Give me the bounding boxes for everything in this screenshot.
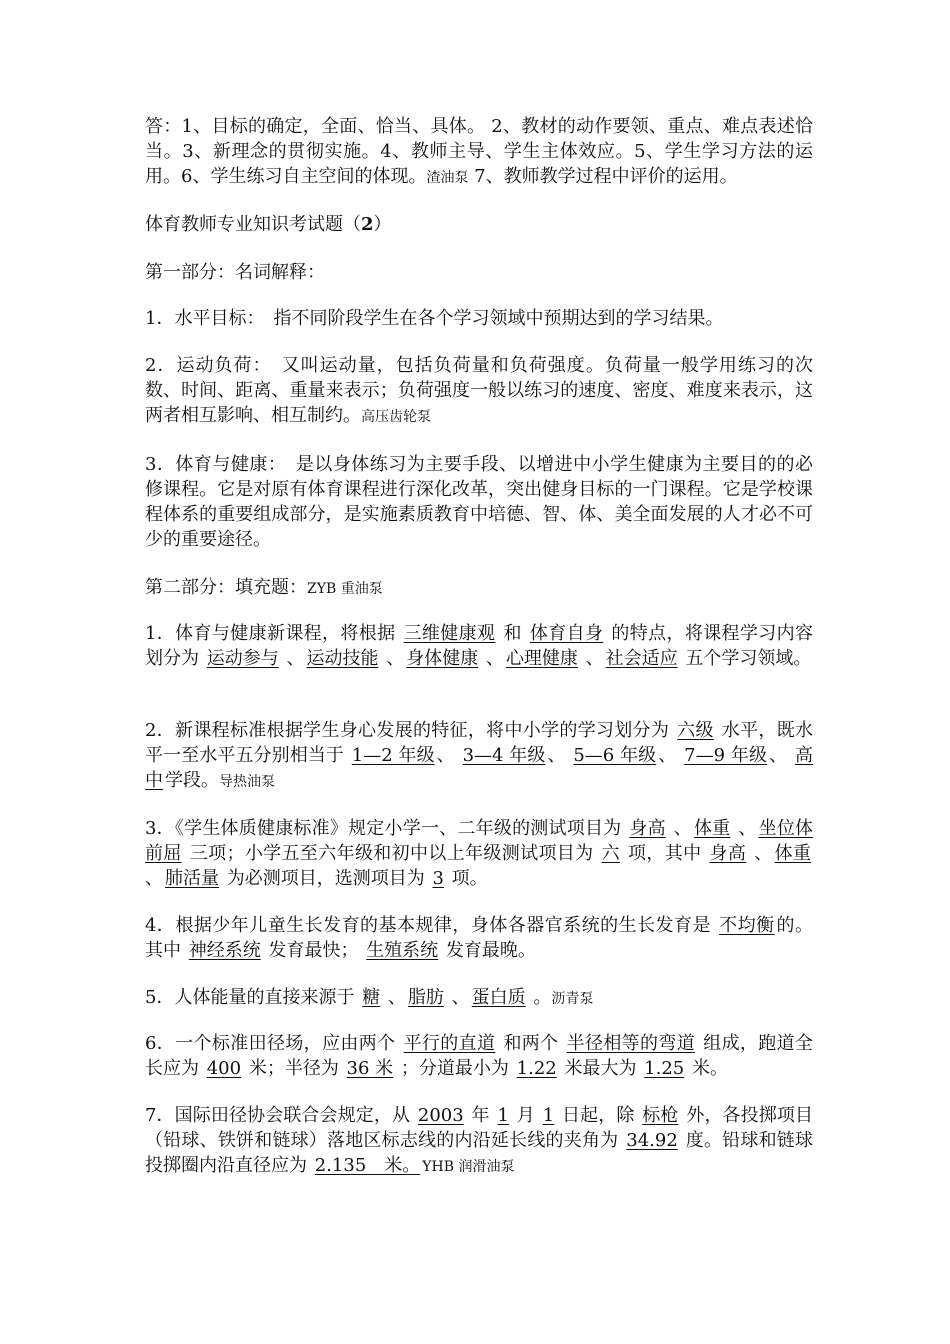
answer-blank: 平行的直道 [403,1033,496,1054]
answer-blank: 1.25 [644,1058,685,1079]
answer-blank: 脂肪 [407,987,444,1008]
question-text: 项。 [445,868,488,889]
question-text: 米。 [686,1058,728,1079]
answer-blank: 六级 [677,720,714,741]
answer-blank: 34.92 [626,1130,678,1151]
fill-question-7 [145,1103,813,1180]
question-text: 5．人体能量的直接来源于 [145,987,361,1008]
answer-blank: 不均衡 [719,915,775,936]
question-text: 项，其中 [621,843,708,864]
question-text: 三项；小学五至六年级和初中以上年级测试项目为 [183,843,600,864]
answer-blank: 高中 [145,745,813,791]
question-text: 。 [527,987,552,1008]
question-text: 和 [497,623,528,644]
question-text: 、 [380,648,405,669]
answer-blank: 400 [206,1058,242,1079]
question-text: 五个学习领域。 [679,648,812,669]
intro-answer [145,114,813,191]
answer-blank: 肺活量 [165,868,219,889]
answer-blank: 运动参与 [206,648,279,669]
answer-blank: 坐位体前屈 [145,818,814,864]
answer-blank: 36 米 [346,1058,394,1079]
answer-blank: 体重 [774,843,812,864]
question-text: 、 [436,745,461,766]
answer-blank: 心理健康 [505,648,578,669]
fill-question-6 [145,1031,813,1081]
watermark-text: YHB 润滑油泵 [422,1159,515,1175]
watermark-text: 导热油泵 [219,774,275,790]
question-text: 发育最快； [262,940,365,961]
question-text: 1．体育与健康新课程，将根据 [145,623,402,644]
answer-blank: 7—9 年级 [684,745,768,766]
question-text: 为必测项目，选测项目为 [221,868,431,889]
answer-blank: 半径相等的弯道 [566,1033,696,1054]
fill-question-1 [145,621,813,671]
answer-blank: 体重 [693,818,731,839]
answer-blank: 三维健康观 [403,623,496,644]
question-text: 、 [280,648,305,669]
watermark-text: ZYB 重油泵 [307,581,383,597]
question-text: 6．一个标准田径场，应由两个 [145,1033,402,1054]
question-text: 、 [445,987,470,1008]
answer-blank: 标枪 [642,1105,679,1126]
question-text: 米最大为 [558,1058,643,1079]
intro-answer-text-end: 7、教师教学过程中评价的运用。 [468,166,738,187]
answer-blank: 六 [601,843,620,864]
answer-blank: 2003 [417,1105,464,1126]
watermark-text: 高压齿轮泵 [361,409,431,425]
page-title: 体育教师专业知识考试题（2） [145,214,392,235]
question-text: 度。铅球和链球投掷圈内沿直径应为 [145,1130,813,1176]
question-text: 、 [145,868,163,889]
question-text: 、 [382,987,406,1008]
answer-blank: 糖 [362,987,381,1008]
question-text: 4．根据少年儿童生长发育的基本规律，身体各器官系统的生长发育是 [145,915,718,936]
answer-blank: 体育自身 [529,623,604,644]
question-text: 水平，既水平一至水平五分别相当于 [145,720,814,766]
question-text: ；分道最小为 [395,1058,515,1079]
question-text: 3．《学生体质健康标准》规定小学一、二年级的测试项目为 [145,818,628,839]
question-text: 米；半径为 [243,1058,345,1079]
answer-blank: 身体健康 [406,648,479,669]
term-item-2: 2．运动负荷： 又叫运动量，包括负荷量和负荷强度。负荷量一般学用练习的次数、时间、距离、重量来表示；负荷强度一般以练习的速度、密度、难度来表示，这两者相互影响、相互制约。高压齿轮泵 [145,355,813,426]
watermark-text: 沥青泵 [551,991,594,1007]
question-text: 、 [547,745,572,766]
question-text: 月 [510,1105,541,1126]
answer-blank: 1 [497,1105,509,1126]
question-text: 发育最晚。 [440,940,536,961]
answer-blank: 1.22 [516,1058,557,1079]
question-text: 的。其中 [145,915,814,961]
question-text: 组成，跑道全长应为 [145,1033,813,1079]
question-text: 、 [667,818,692,839]
fill-question-5 [145,985,813,1012]
question-text: 、 [748,843,773,864]
question-text: 、 [480,648,504,669]
watermark-text: 渣油泵 [426,170,469,186]
question-text: 2．新课程标准根据学生身心发展的特征，将中小学的学习划分为 [145,720,676,741]
intro-answer-text: 答：1、目标的确定，全面、恰当、具体。 2、教材的动作要领、重点、难点表述恰当。3、新理念的贯彻实施。4、教师主导、学生主体效应。5、学生学习方法的运用。6、学生练习自主空间的体现。 [145,116,813,187]
answer-blank: 1—2 年级 [351,745,435,766]
answer-blank: 5—6 年级 [573,745,657,766]
fill-question-2 [145,718,813,795]
answer-blank: 3—4 年级 [462,745,546,766]
answer-blank: 神经系统 [188,940,261,961]
part2-heading: 第二部分：填充题：ZYB 重油泵 [145,577,383,598]
fill-question-3 [145,816,813,891]
question-text: 、 [658,745,683,766]
question-text: 学段。 [165,770,219,791]
question-text: 、 [769,745,793,766]
question-text: 、 [732,818,757,839]
question-text: 外，各投掷项目（铅球、铁饼和链球）落地区标志线的内沿延长线的夹角为 [145,1105,813,1151]
question-text: 和两个 [497,1033,565,1054]
answer-blank: 蛋白质 [471,987,526,1008]
fill-question-4 [145,913,813,963]
answer-blank: 身高 [709,843,747,864]
answer-blank: 生殖系统 [366,940,439,961]
question-text: 7．国际田径协会联合会规定，从 [145,1105,416,1126]
term-item-3: 3．体育与健康： 是以身体练习为主要手段、以增进中小学生健康为主要目的的必修课程。它是对原有体育课程进行深化改革，突出健身目标的一门课程。它是学校课程体系的重要组成部分，是实施素质教育中培德、智、体、美全面发展的人才必不可少的重要途径。 [145,454,813,550]
question-text: 的特点，将课程学习内容划分为 [145,623,813,669]
question-text: 日起，除 [556,1105,641,1126]
term-item-1: 1．水平目标： 指不同阶段学生在各个学习领域中预期达到的学习结果。 [145,308,724,329]
answer-blank: 社会适应 [605,648,678,669]
question-text: 、 [579,648,604,669]
answer-blank: 3 [432,868,444,889]
question-text: 年 [465,1105,496,1126]
answer-blank: 运动技能 [306,648,379,669]
answer-blank: 2.135 米。 [314,1155,421,1176]
answer-blank: 身高 [629,818,666,839]
answer-blank: 1 [542,1105,555,1126]
part1-heading: 第一部分：名词解释： [145,262,325,283]
